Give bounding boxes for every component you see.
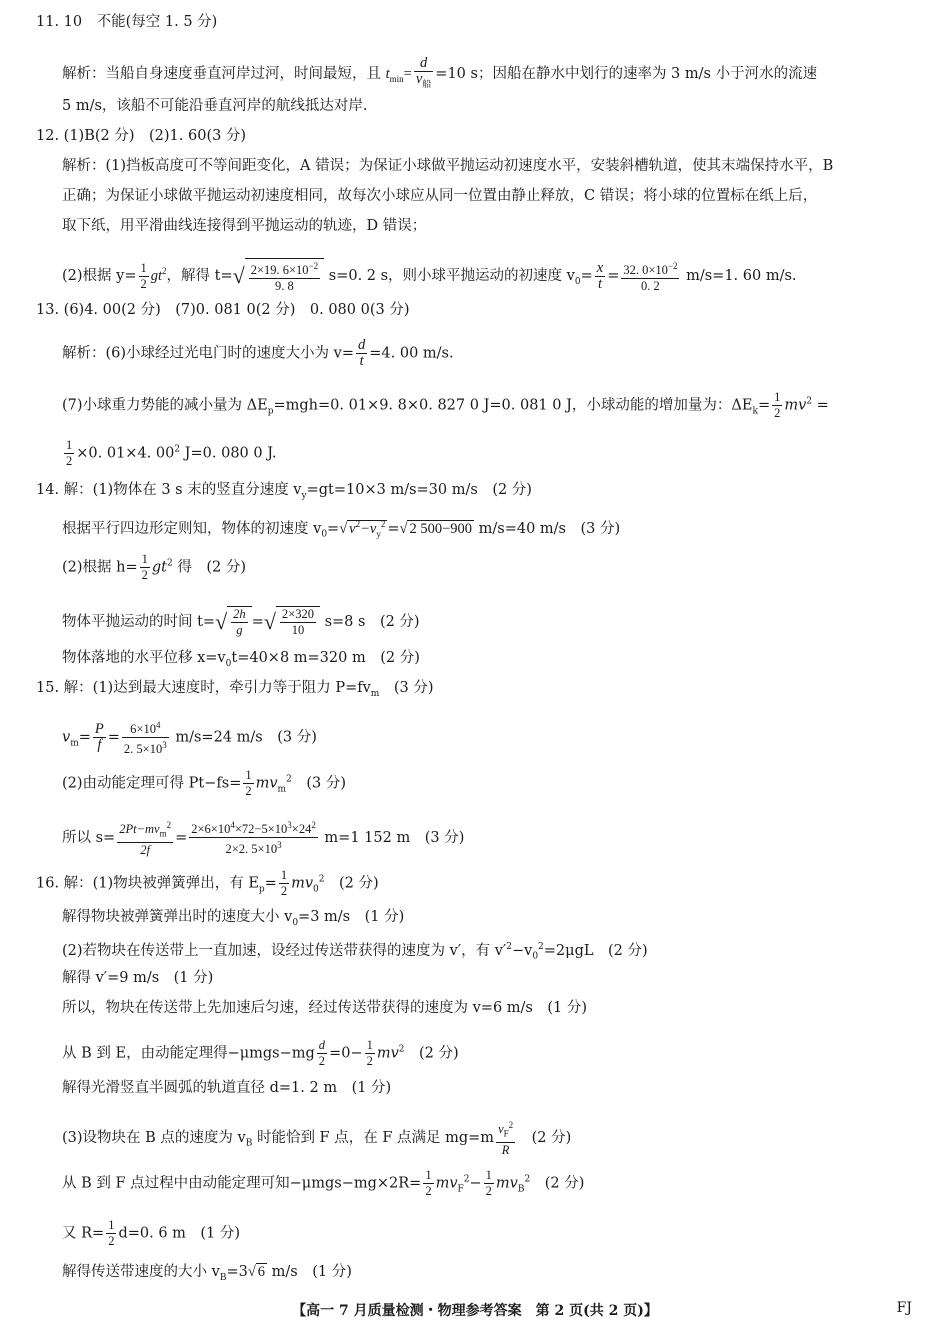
text: m/s=24 m/s (3 分) <box>170 729 317 746</box>
sup: −2 <box>308 261 319 271</box>
frac-num: P <box>94 721 104 738</box>
text: (2)若物块在传送带上一直加速，设经过传送带获得的速度为 v′，有 v′ <box>62 942 507 959</box>
q15-line-2: $v_m=$ $\frac{P}{f}$ = $\frac{6\times 10^4}{2. 5\times 10^3}$ m/s=24 m/s (3 分) <box>62 720 317 757</box>
text: (2)由动能定理可得 Pt−fs= <box>62 775 242 792</box>
text: (3)设物块在 B 点的速度为 v <box>62 1129 246 1146</box>
text: mv <box>435 1175 458 1192</box>
frac-den: g <box>236 623 243 637</box>
text: = <box>327 520 340 537</box>
q15-line-3: (2)由动能定理可得 Pt−fs= $\frac{1}{2}$ $mv_m^2$ (3 分) <box>62 768 346 798</box>
text: 2 500−900 <box>409 520 473 537</box>
text: (2 分) <box>530 1175 585 1192</box>
text: = <box>387 520 400 537</box>
text: (2 分) <box>324 875 379 892</box>
frac-den: R <box>501 1142 510 1157</box>
text: 根据平行四边形定则知，物体的初速度 v <box>62 520 322 537</box>
q15-heading: 15. 解：(1)达到最大速度时，牵引力等于阻力 $P=fv_m$ (3 分) <box>36 680 434 699</box>
sub: 船 <box>422 78 432 89</box>
text: mv <box>495 1175 518 1192</box>
frac-num: x <box>596 259 604 276</box>
text: (2)根据 h= <box>62 559 138 576</box>
sub: min <box>389 73 404 84</box>
frac-num: d <box>419 55 428 71</box>
text: m/s (1 分) <box>267 1264 352 1280</box>
text: = <box>175 829 188 846</box>
text: 又 R= <box>62 1225 105 1242</box>
text: m/s=40 m/s (3 分) <box>474 520 621 537</box>
text: = <box>580 268 593 285</box>
frac-den: v <box>415 71 423 87</box>
text: = <box>757 397 771 414</box>
text: =0− <box>329 1045 363 1062</box>
q16-line-9: 从 B 到 F 点过程中由动能定理可知−μmgs−mg×2R= $\frac{1}{2}$ $mv_F^2-$ $\frac{1}{2}$ $mv_B^2$ (2 分) <box>62 1168 585 1198</box>
q16-line-4: 解得 v′=9 m/s (1 分) <box>62 970 214 986</box>
text: s=8 s (2 分) <box>319 614 420 630</box>
q13-line-3: $\frac{1}{2}$ ×0. 01×4. $00^2$ J=0. 080 0 J. <box>66 438 277 468</box>
text: v <box>62 729 71 746</box>
frac-num: 2Pt−mv <box>119 822 160 837</box>
frac-den: 0. 2 <box>641 278 660 293</box>
frac-num: 2×6×10 <box>191 822 231 837</box>
frac-num: 6×10 <box>130 722 156 737</box>
text: mv <box>291 875 314 892</box>
frac-den: t <box>597 275 602 292</box>
q14-heading: 14. 解：(1)物体在 3 s 末的竖直分速度 $v_y=gt=10\times 3$ m/s=30 m/s (2 分) <box>36 482 532 501</box>
text: =2μgL (2 分) <box>543 942 648 959</box>
text: 解得传送带速度的大小 v <box>62 1264 220 1280</box>
frac-num: 1 <box>140 260 147 275</box>
q11-line-1: 解析：当船自身速度垂直河岸过河，时间最短，且 $t_{min}=$ $\frac{d}{v_船}$ =10 s；因船在静水中划行的速率为 3 m/s 小于河水的流速 <box>62 55 818 89</box>
text: mv <box>255 775 278 792</box>
text: = <box>251 614 264 630</box>
text: (3 分) <box>379 680 434 696</box>
text: = <box>264 875 277 892</box>
text: (3 分) <box>291 775 346 792</box>
frac-num: ×24 <box>291 822 312 837</box>
text: =3 <box>226 1264 248 1280</box>
frac-den: 2f <box>140 842 151 857</box>
t-symbol: t <box>385 65 390 82</box>
frac-num: 2h <box>233 607 246 621</box>
text: m/s=1. 60 m/s. <box>681 268 797 285</box>
text: 时能恰到 F 点，在 F 点满足 mg=m <box>252 1129 495 1146</box>
text: =3 m/s (1 分) <box>298 909 405 925</box>
text: t=40×8 m=320 m (2 分) <box>231 650 420 666</box>
q12-line-2: 正确；为保证小球做平抛运动初速度相同，故每次小球应从同一位置由静止释放，C 错误；将小球的位置标在纸上后， <box>62 188 818 204</box>
q12-line-3: 取下纸，用平滑曲线连接得到平抛运动的轨迹，D 错误； <box>62 218 427 234</box>
text: =gt=10×3 m/s=30 m/s (2 分) <box>306 482 532 498</box>
q12-line-4: (2)根据 y= $\frac{1}{2}$ $gt^2$，解得 t=√ $\frac{2\times 19. 6\times 10^{-2}}{9. 8}$ s=0. 2 s，则小球平抛运动的初速度 $v_0=$ $\frac{x}{t}$ = $\frac{32. 0\times 10^{-2}}{0. 2}$ m/s=1. 60 m/s. <box>62 259 797 294</box>
q16-line-10: 又 R= $\frac{1}{2}$ d=0. 6 m (1 分) <box>62 1218 241 1248</box>
sup: −2 <box>667 260 678 271</box>
text: 从 B 到 F 点过程中由动能定理可知−μmgs−mg×2R= <box>62 1175 422 1192</box>
text: 得 (2 分) <box>172 559 246 576</box>
text: J=0. 080 0 J. <box>180 445 277 462</box>
text: −v <box>511 942 533 959</box>
text: 所以 s= <box>62 829 116 846</box>
text: − <box>469 1175 482 1192</box>
text: (2 分) <box>404 1045 459 1062</box>
frac-den: f <box>97 737 102 754</box>
text: 解析：当船自身速度垂直河岸过河，时间最短，且 <box>62 65 386 82</box>
q16-line-2: 解得物块被弹簧弹出时的速度大小 $v_0=3$ m/s (1 分) <box>62 909 405 928</box>
q12-line-1: 解析：(1)挡板高度可不等间距变化，A 错误；为保证小球做平抛运动初速度水平，安装斜槽轨道，使其末端保持水平，B <box>62 158 834 174</box>
text: (2)根据 y= <box>62 268 137 285</box>
text: =10 s；因船在静水中划行的速率为 3 m/s 小于河水的流速 <box>435 65 818 82</box>
q11-line-2: 5 m/s，该船不可能沿垂直河岸的航线抵达对岸. <box>62 98 368 114</box>
q12-heading: 12. (1)B(2 分) (2)1. 60(3 分) <box>36 128 247 144</box>
q16-heading: 16. 解：(1)物块被弹簧弹出，有 $E_p=$ $\frac{1}{2}$ $mv_0^2$ (2 分) <box>36 868 379 898</box>
text: ，解得 t= <box>166 268 233 285</box>
text: gt <box>151 559 167 576</box>
text: 6 <box>257 1264 266 1280</box>
frac-den: 2×2. 5×10 <box>225 842 278 857</box>
q15-line-4: 所以 s= $\frac{2Pt-mv_m^2}{2f}$ = $\frac{2\times 6\times 10^4\times 72-5\times 10^3\times 24^2}{2\times 2. 5\times 10^3}$ m=1 152 m (3 分) <box>62 820 465 857</box>
text: s=0. 2 s，则小球平抛运动的初速度 v <box>324 268 575 285</box>
corner-mark: FJ <box>896 1300 912 1316</box>
text: 16. 解：(1)物块被弹簧弹出，有 E <box>36 875 259 892</box>
q13-line-2: (7)小球重力势能的减小量为 $\Delta E_p=mgh=0$. 01×9. 8×0. 827 0 J=0. 081 0 J，小球动能的增加量为：$\Delta E_k=$ $\frac{1}{2}$ $mv^2$ = <box>62 390 829 420</box>
q16-line-5: 所以，物块在传送带上先加速后匀速，经过传送带获得的速度为 v=6 m/s (1 分) <box>62 1000 588 1016</box>
frac-den: 9. 8 <box>275 279 294 294</box>
text: 从 B 到 E，由动能定理得−μmgs−mg <box>62 1045 315 1062</box>
frac-num: 2×320 <box>281 607 314 621</box>
frac-den: 10 <box>291 623 305 637</box>
text: =4. 00 m/s. <box>369 345 454 362</box>
frac-num: d <box>358 337 366 353</box>
q16-line-7: 解得光滑竖直半圆弧的轨道直径 d=1. 2 m (1 分) <box>62 1080 392 1096</box>
text: −v <box>360 520 377 537</box>
frac-num: 2×19. 6×10 <box>250 263 309 278</box>
frac-num: 32. 0×10 <box>623 262 668 277</box>
text: 解得物块被弹簧弹出时的速度大小 v <box>62 909 293 925</box>
text: m=1 152 m (3 分) <box>319 829 465 846</box>
q16-line-8: (3)设物块在 B 点的速度为 $v_B$ 时能恰到 F 点，在 F 点满足 mg=m $\frac{v_F^2}{R}$ (2 分) <box>62 1120 572 1157</box>
q14-line-3: (2)根据 h= $\frac{1}{2}$ $gt^2$ 得 (2 分) <box>62 552 246 582</box>
q16-line-6: 从 B 到 E，由动能定理得−μmgs−mg $\frac{d}{2}$ =0− $\frac{1}{2}$ $mv^2$ (2 分) <box>62 1038 459 1068</box>
text: = <box>607 268 620 285</box>
text: 解析：(6)小球经过光电门时的速度大小为 v= <box>62 345 354 362</box>
text: 物体平抛运动的时间 t= <box>62 614 216 630</box>
q16-line-3: (2)若物块在传送带上一直加速，设经过传送带获得的速度为 v′，有 $v'^2-v_0^2=2\mu gL$ (2 分) <box>62 942 648 962</box>
text: = <box>812 397 829 414</box>
q13-heading: 13. (6)4. 00(2 分) (7)0. 081 0(2 分) 0. 080 0(3 分) <box>36 302 410 318</box>
q14-line-5: 物体落地的水平位移 $x=v_0t=40\times 8$ m=320 m (2 分) <box>62 650 420 669</box>
q16-line-11: 解得传送带速度的大小 $v_B=3√$ 6 m/s (1 分) <box>62 1264 352 1283</box>
text: d=0. 6 m (1 分) <box>118 1225 241 1242</box>
frac-den: 2 <box>140 276 147 291</box>
frac-num: ×72−5×10 <box>234 822 288 837</box>
text: mv <box>376 1045 399 1062</box>
frac-den: t <box>359 353 364 369</box>
text: 物体落地的水平位移 x=v <box>62 650 226 666</box>
frac-den: 2. 5×10 <box>123 742 163 757</box>
q11-heading: 11. 10 不能(每空 1. 5 分) <box>36 14 218 30</box>
text: mv <box>784 397 807 414</box>
q14-line-2: 根据平行四边形定则知，物体的初速度 $v_0=√$ $v^2-v_y^2$ =√ 2 500−900 m/s=40 m/s (3 分) <box>62 519 621 540</box>
text: v <box>349 520 356 537</box>
text: gt <box>150 268 163 285</box>
text: (2 分) <box>517 1129 572 1146</box>
text: ×0. 01×4. 00 <box>76 445 175 462</box>
q13-line-1 <box>62 338 454 369</box>
text: =mgh=0. 01×9. 8×0. 827 0 J=0. 081 0 J，小球动能的增加量为：ΔE <box>273 397 753 414</box>
page-footer: 【高一 7 月质量检测・物理参考答案 第 2 页(共 2 页)】 <box>292 1303 658 1319</box>
text: (7)小球重力势能的减小量为 ΔE <box>62 397 268 414</box>
text: 15. 解：(1)达到最大速度时，牵引力等于阻力 P=fv <box>36 680 371 696</box>
text: = <box>107 729 120 746</box>
text: 14. 解：(1)物体在 3 s 末的竖直分速度 v <box>36 482 302 498</box>
frac-num: v <box>498 1122 504 1137</box>
text: = <box>78 729 91 746</box>
q14-line-4: 物体平抛运动的时间 t=√ $\frac{2h}{g}$ =√ $\frac{2\times 320}{10}$ s=8 s (2 分) <box>62 607 420 637</box>
